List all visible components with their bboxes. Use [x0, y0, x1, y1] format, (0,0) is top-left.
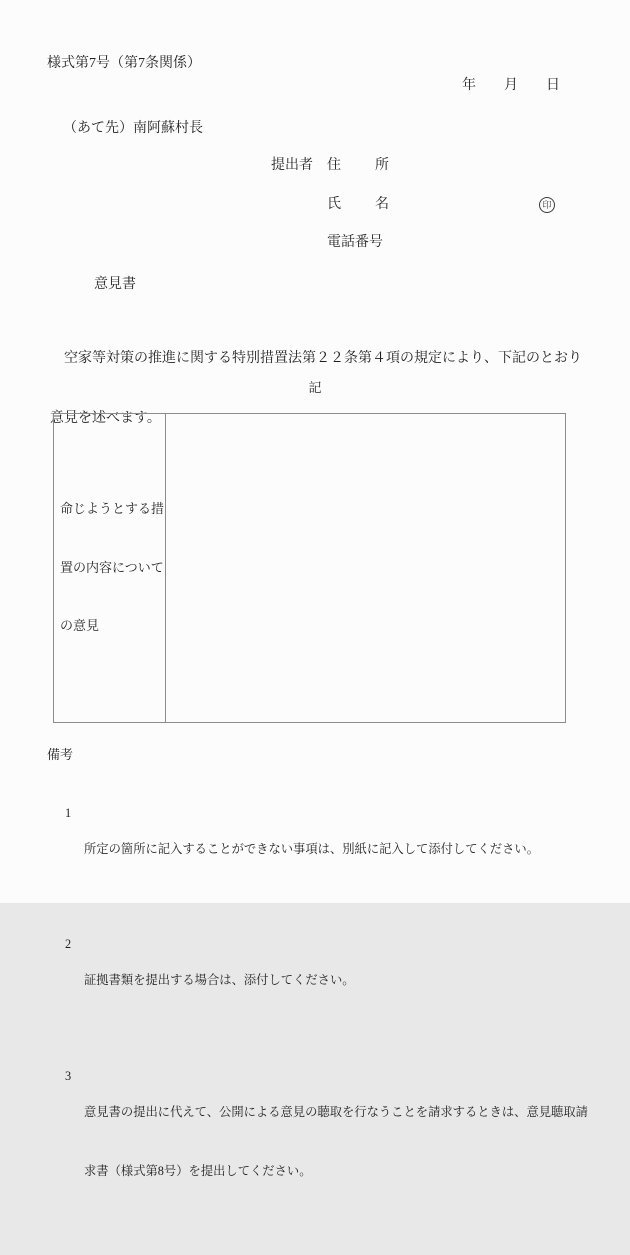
- remark-item: [65, 933, 590, 1028]
- table-row-label-line: 命じようとする措: [60, 501, 165, 517]
- remark-line: 証拠書類を提出する場合は、添付してください。: [84, 973, 355, 988]
- name-label: 氏 名: [327, 197, 391, 212]
- remark-line: 意見書の提出に代えて、公開による意見の聴取を行なうことを請求するときは、意見聴取請: [84, 1104, 588, 1119]
- address-label: 住 所: [327, 158, 391, 173]
- remark-number: 3: [65, 1068, 72, 1083]
- body-line: 空家等対策の推進に関する特別措置法第２２条第４項の規定により、下記のとおり: [50, 351, 582, 366]
- body-line: 意見を述べます。: [50, 410, 161, 426]
- opinion-table: [53, 413, 566, 723]
- table-row-label-line: 置の内容について: [60, 559, 164, 575]
- remark-number: 1: [65, 806, 72, 820]
- remark-line: 求書（様式第8号）を提出してください。: [84, 1163, 312, 1178]
- remark-text: [84, 933, 590, 1028]
- remark-text: [84, 802, 590, 897]
- remark-line: 所定の箇所に記入することができない事項は、別紙に記入して添付してください。: [84, 842, 539, 856]
- submitter-label: 提出者: [271, 158, 313, 173]
- document-title: 意見書: [94, 277, 136, 292]
- seal-icon: [539, 197, 555, 213]
- seal-character: 印: [542, 199, 552, 210]
- ki-marker: 記: [308, 380, 322, 395]
- phone-label: 電話番号: [327, 235, 383, 250]
- addressee: （あて先）南阿蘇村長: [63, 121, 203, 136]
- form-number: 様式第7号（第7条関係）: [47, 56, 201, 71]
- remark-text: [84, 1065, 590, 1220]
- table-row-label-cell: [54, 414, 166, 722]
- remarks-heading: 備考: [47, 747, 74, 762]
- date-line: 年 月 日: [462, 78, 560, 93]
- remark-number: 2: [65, 937, 72, 952]
- opinion-content-cell: [166, 414, 565, 722]
- remarks-list: [65, 766, 590, 1255]
- remark-item: [65, 802, 590, 897]
- remark-item: [65, 1065, 590, 1220]
- table-row-label: [60, 462, 164, 674]
- table-row-label-line: の意見: [60, 618, 100, 634]
